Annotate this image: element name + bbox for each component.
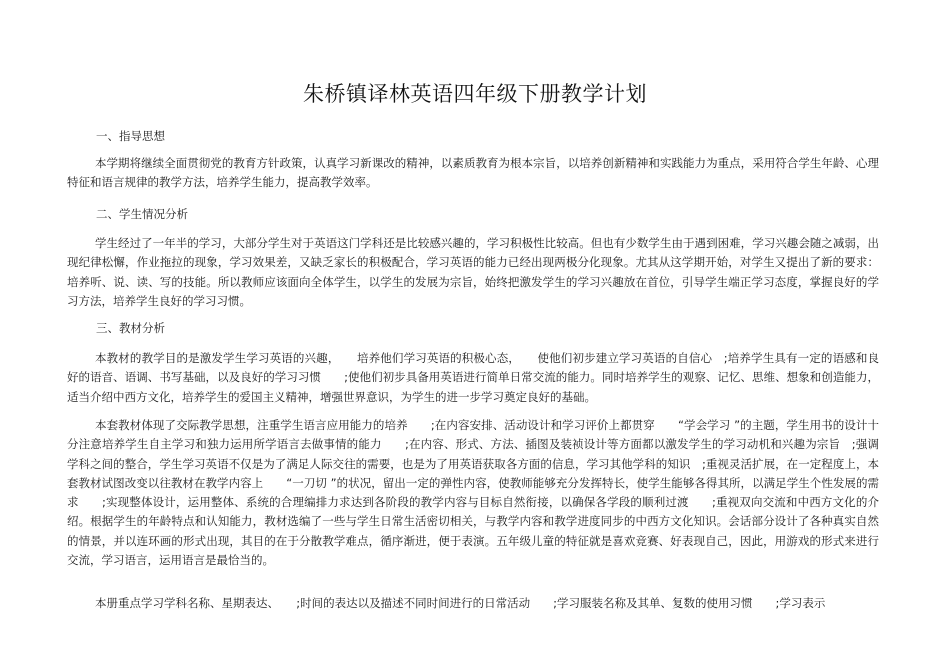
section-heading-student-analysis: 二、学生情况分析 [96, 207, 188, 221]
paragraph-student-analysis: 学生经过了一年半的学习，大部分学生对于英语这门学科还是比较感兴趣的，学习积极性比较高。但也有少数学生由于遇到困难，学习兴趣会随之减弱，出现纪律松懈，作业拖拉的现象，学习效果差，又缺乏家长的积极配合，学习英语的能力已经出现两极分化现象。尤其从这学期开始，对学生又提出了新的要求：培养听、说、读、写的技能。所以教师应该面向全体学生，以学生的发展为宗旨，始终把激发学生的学习兴趣放在首位，引导学生端正学习态度，掌握良好的学习方法，培养学生良好的学习习惯。 [67, 236, 879, 308]
paragraph-guiding-ideology: 本学期将继续全面贯彻党的教育方针政策，认真学习新课改的精神，以素质教育为根本宗旨，以培养创新精神和实践能力为重点，采用符合学生年龄、心理特征和语言规律的教学方法，培养学生能力，提高教学效率。 [67, 156, 879, 190]
section-heading-textbook-analysis: 三、教材分析 [96, 321, 165, 335]
paragraph-key-content: 本册重点学习学科名称、星期表达、 ;时间的表达以及描述不同时间进行的日常活动 ;学习服装名称及其单、复数的使用习惯 ;学习表示 [95, 596, 826, 610]
document-title: 朱桥镇译林英语四年级下册教学计划 [303, 82, 647, 106]
section-heading-guiding-ideology: 一、指导思想 [96, 129, 165, 143]
paragraph-textbook-features: 本套教材体现了交际教学思想，注重学生语言应用能力的培养 ;在内容安排、活动设计和学习评价上都贯穿 “学会学习 ”的主题，学生用书的设计十分注意培养学生自主学习和独力运用所学语言去做事情的能力 ;在内容、形式、方法、插图及装祯设计等方面都以激发学生的学习动机和兴趣为宗旨 ;强调学科之间的整合，学生学习英语不仅是为了满足人际交往的需要，也是为了用英语获取各方面的信息，学习其他学科的知识 ;重视灵活扩展，在一定程度上，本套教材试图改变以往教材在教学内容上 “一刀切 ”的状况，留出一定的弹性内容，使教师能够充分发挥特长，使学生能够各得其所，以满足学生个性发展的需求 ;实现整体设计，运用整体、系统的合理编排力求达到各阶段的教学内容与目标自然衔接，以确保各学段的顺利过渡 ;重视双向交流和中西方文化的介绍。根据学生的年龄特点和认知能力，教材选编了一些与学生日常生活密切相关，与教学内容和教学进度同步的中西方文化知识。会话部分设计了各种真实自然的情景，并以连环画的形式出现，其目的在于分散教学难点，循序渐进，便于表演。五年级儿童的特征就是喜欢竞赛、好表现自己，因此，用游戏的形式来进行交流，学习语言，运用语言是最恰当的。 [67, 418, 879, 568]
paragraph-textbook-goals: 本教材的教学目的是激发学生学习英语的兴趣， 培养他们学习英语的积极心态， 使他们初步建立学习英语的自信心 ;培养学生具有一定的语感和良好的语音、语调、书写基础，以及良好的学习习惯 ;使他们初步具备用英语进行简单日常交流的能力。同时培养学生的观察、记忆、思维、想象和创造能力，适当介绍中西方文化，培养学生的爱国主义精神，增强世界意识，为学生的进一步学习奠定良好的基础。 [67, 351, 879, 404]
